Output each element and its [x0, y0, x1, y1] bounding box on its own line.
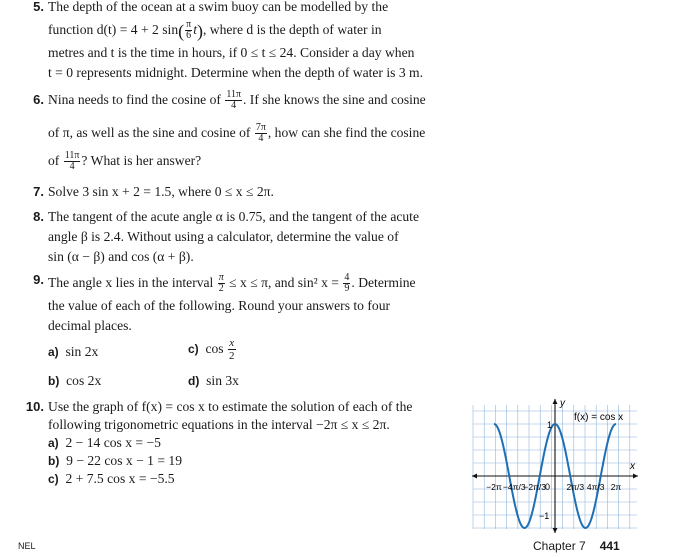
- x-tick-label: −4π/3: [502, 482, 526, 492]
- x-tick-label: 2π/3: [566, 482, 585, 492]
- x-axis-label: x: [630, 461, 635, 472]
- question-number: 8.: [33, 209, 44, 224]
- q8-line-3: sin (α − β) and cos (α + β).: [48, 249, 194, 264]
- q9-part-c: c) cos $\frac{x}{2}$: [188, 337, 235, 363]
- x-tick-label: −2π: [486, 482, 502, 492]
- publisher-label: NEL: [18, 541, 36, 551]
- y-axis-arrow-up: [553, 399, 558, 404]
- q6-line-3: of $\frac{11\pi}{4}$ ? What is her answer?: [48, 150, 202, 173]
- page-number: 441: [599, 539, 620, 553]
- q9-part-a: a) sin 2x: [48, 344, 99, 359]
- q10-part-a: a) 2 − 14 cos x = −5: [48, 435, 161, 450]
- question-6: [22, 90, 462, 174]
- fraction: $\frac{11\pi}{4}$: [64, 150, 80, 173]
- q10-line-2: following trigonometric equations in the interval −2π ≤ x ≤ 2π.: [48, 417, 390, 432]
- q10-part-c: c) 2 + 7.5 cos x = −5.5: [48, 471, 175, 486]
- x-tick-label: −2π/3: [523, 482, 547, 492]
- question-number: 10.: [25, 399, 44, 414]
- q8-line-2: angle β is 2.4. Without using a calculator, determine the value of: [48, 229, 399, 244]
- q9-line-1: The angle x lies in the interval $\frac{\pi}{2}$ ≤ x ≤ π, and sin² x = $\frac{4}{9}$ . Determine: [48, 272, 416, 295]
- fraction: $\frac{4}{9}$: [344, 272, 350, 295]
- q9-line-3: decimal places.: [48, 318, 132, 333]
- y-axis-label: y: [560, 398, 565, 409]
- q6-line-1: Nina needs to find the cosine of $\frac{11\pi}{4}$ . If she knows the sine and cosine: [48, 89, 426, 112]
- question-number: 7.: [33, 184, 44, 199]
- q7-text: Solve 3 sin x + 2 = 1.5, where 0 ≤ x ≤ 2π.: [48, 184, 274, 199]
- fraction: $\frac{11\pi}{4}$: [226, 89, 241, 112]
- q10-part-b: b) 9 − 22 cos x − 1 = 19: [48, 453, 183, 468]
- question-number: 6.: [33, 92, 44, 107]
- q6-line-2: of π, as well as the sine and cosine of $\frac{7\pi}{4}$ , how can she find the cosine: [48, 122, 426, 145]
- q9-line-2: the value of each of the following. Round your answers to four: [48, 298, 391, 313]
- y-tick-1: 1: [547, 420, 553, 430]
- q5-line-1: The depth of the ocean at a swim buoy can be modelled by the: [48, 0, 389, 14]
- q10-line-1: Use the graph of f(x) = cos x to estimate the solution of each of the: [48, 399, 413, 414]
- y-axis-arrow-down: [553, 528, 558, 533]
- question-9: [22, 270, 462, 336]
- x-tick-labels: [486, 482, 621, 492]
- q5-line-3: metres and t is the time in hours, if 0 ≤ t ≤ 24. Consider a day when: [48, 45, 415, 60]
- x-tick-label: 4π/3: [586, 482, 605, 492]
- x-tick-label: 2π: [610, 482, 622, 492]
- question-10: [22, 397, 462, 489]
- origin-label: 0: [545, 482, 551, 492]
- question-8: [22, 207, 462, 267]
- cosine-graph: [470, 395, 640, 535]
- chapter-label: Chapter 7: [533, 539, 586, 553]
- fraction: $\frac{x}{2}$: [229, 337, 235, 363]
- question-number: 9.: [33, 272, 44, 287]
- fraction: $\frac{\pi}{2}$: [218, 272, 224, 295]
- page-footer: [533, 539, 620, 553]
- q5-line-4: t = 0 represents midnight. Determine when the depth of water is 3 m.: [48, 65, 423, 80]
- fraction: $\frac{\pi}{6}$: [186, 19, 192, 42]
- q5-line-2: function d(t) = 4 + 2 sin( $\frac{\pi}{6}$ t), where d is the depth of water in: [48, 19, 382, 42]
- q9-part-b: b) cos 2x: [48, 373, 102, 388]
- question-7: [22, 182, 462, 202]
- q8-line-1: The tangent of the acute angle α is 0.75, and the tangent of the acute: [48, 209, 419, 224]
- x-axis-arrow-right: [633, 474, 638, 479]
- question-5: [22, 0, 462, 83]
- function-label: f(x) = cos x: [574, 412, 624, 423]
- question-number: 5.: [33, 0, 44, 14]
- fraction: $\frac{7\pi}{4}$: [255, 122, 266, 145]
- q9-part-d: d) sin 3x: [188, 373, 239, 388]
- y-tick-neg-1: −1: [539, 511, 550, 521]
